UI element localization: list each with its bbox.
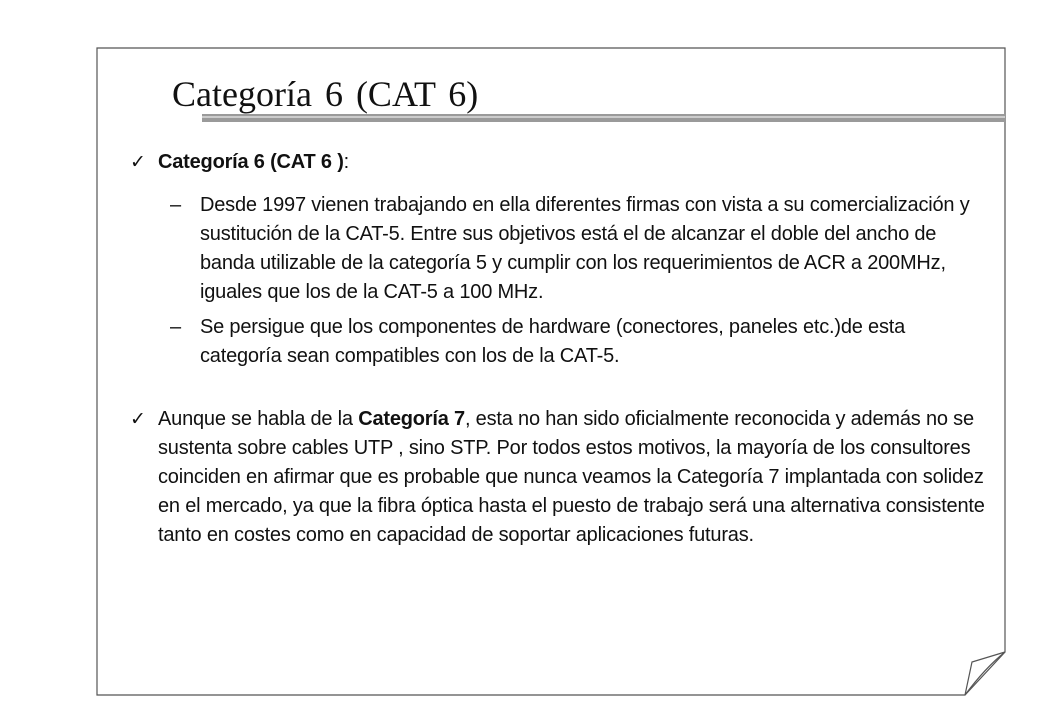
page-title: Categoría 6 (CAT 6) [172, 74, 479, 114]
bullet-cat7 [130, 405, 990, 550]
checkmark-icon: ✓ [130, 151, 146, 173]
sub-bullet-2 [130, 313, 990, 371]
dash-marker: – [170, 194, 181, 216]
bullet-cat7-bold: Categoría 7 [358, 408, 465, 430]
spacer [130, 371, 990, 405]
bullet-cat6-label: Categoría 6 (CAT 6 ) [158, 151, 344, 173]
slide-content [130, 148, 990, 550]
sub-bullet-1-text: Desde 1997 vienen trabajando en ella diferentes firmas con vista a su comercialización y sustitución de la CAT-5. Entre sus objetivos está el de alcanzar el doble del ancho de banda utilizable de la categoría 5 y cumplir con los requerimientos de ACR a 200MHz, iguales que los de la CAT-5 a 100 MHz. [200, 194, 970, 303]
sub-bullet-2-text: Se persigue que los componentes de hardware (conectores, paneles etc.)de esta categoría sean compatibles con los de la CAT-5. [200, 316, 906, 367]
dash-marker: – [170, 316, 181, 338]
bullet-cat7-post: , esta no han sido oficialmente reconocida y además no se sustenta sobre cables UTP , sino STP. Por todos estos motivos, la mayoría de los consultores coinciden en afirmar que es probable que nunca veamos la Categoría 7 implantada con solidez en el mercado, ya que la fibra óptica hasta el puesto de trabajo será una alternativa consistente tanto en costes como en capacidad de soportar aplicaciones futuras. [158, 408, 985, 546]
bullet-cat6-colon: : [343, 151, 350, 173]
checkmark-icon: ✓ [130, 408, 146, 430]
sub-bullet-1 [130, 191, 990, 307]
bullet-cat6 [130, 148, 990, 177]
bullet-cat7-pre: Aunque se habla de la [158, 408, 359, 430]
